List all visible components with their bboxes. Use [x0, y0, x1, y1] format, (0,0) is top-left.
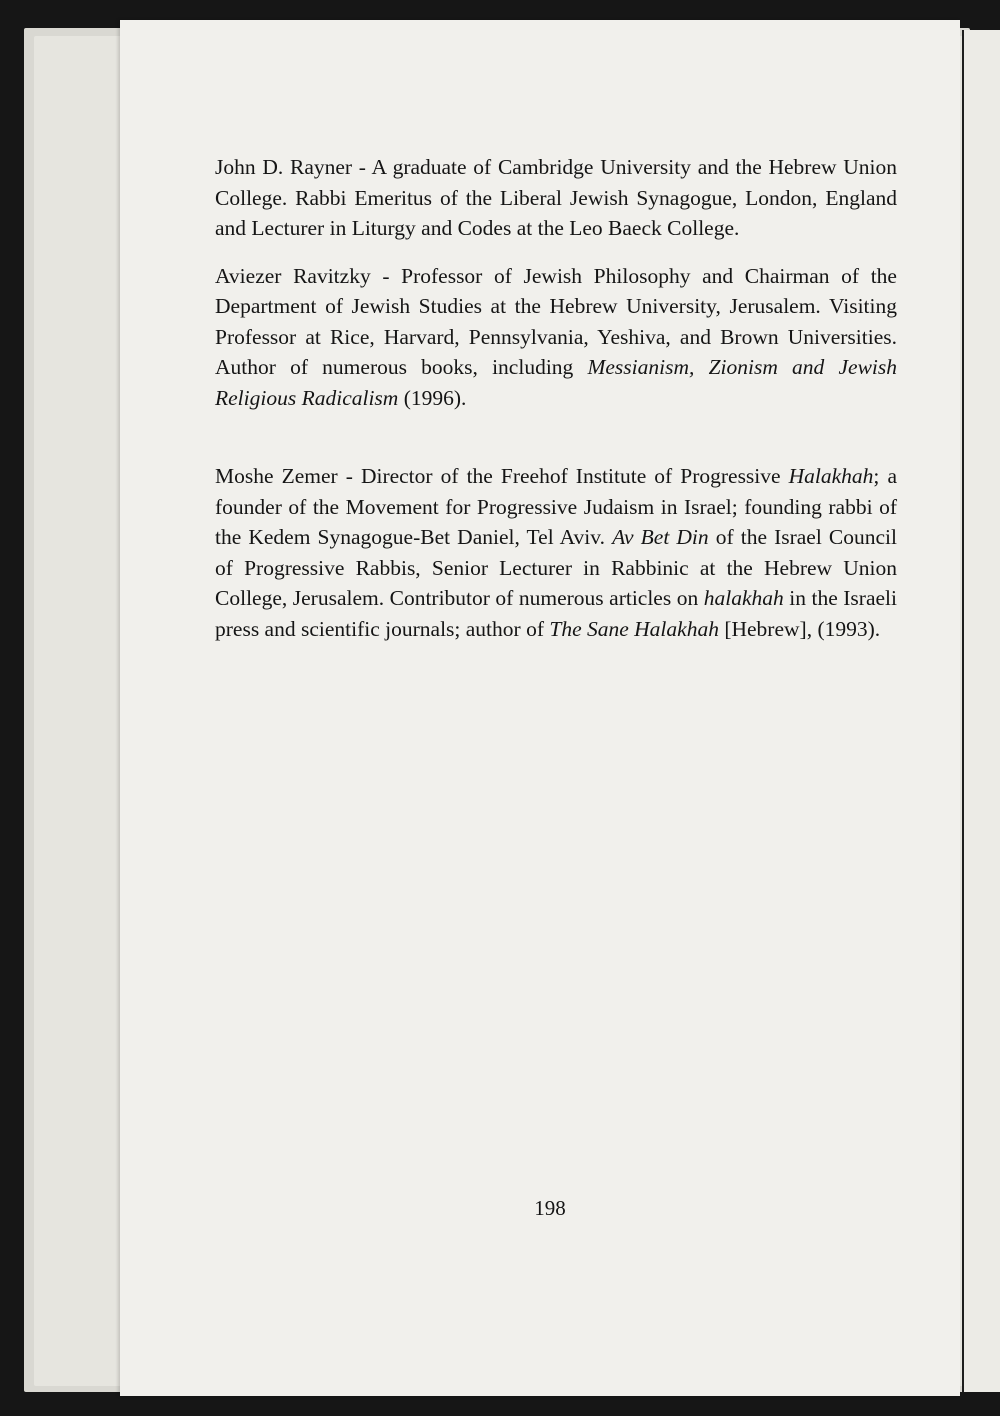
italic-term: halakhah [703, 586, 784, 610]
entry-rayner [215, 152, 897, 244]
page-number: 198 [534, 1196, 566, 1220]
entry-name: Aviezer Ravitzky [215, 263, 371, 288]
book-title: The Sane Halakhah [549, 616, 719, 641]
entry-name: John D. Rayner [215, 155, 353, 179]
entry-description: in the Israeli press and scientific journals; author of [215, 586, 897, 641]
italic-term: Av Bet Din [612, 525, 709, 549]
italic-term: Halakhah [788, 464, 874, 488]
book-title: Messianism, Zionism and Jewish Religious Radicalism [215, 355, 897, 410]
entry-name: Moshe Zemer [215, 464, 338, 488]
entry-ravitzky [215, 261, 897, 414]
entry-description-end: [Hebrew], (1993). [718, 616, 881, 641]
entry-description: - A graduate of Cambridge University and the Hebrew Union College. Rabbi Emeritus of the Liberal Jewish Synagogue, London, England and Lecturer in Liturgy and Codes at the Leo Baeck College. [215, 155, 897, 240]
entry-description-end: (1996). [398, 385, 467, 410]
entry-description: of the Israel Council of Progressive Rabbis, Senior Lecturer in Rabbinic at the Hebrew Union College, Jerusalem. Contributor of numerous articles on [215, 525, 897, 610]
entry-description: ; a founder of the Movement for Progressive Judaism in Israel; founding rabbi of the Kedem Synagogue-Bet Daniel, Tel Aviv. [215, 464, 897, 549]
contributors-text [215, 152, 897, 644]
entry-zemer [215, 461, 897, 644]
facing-page-edge [962, 30, 1000, 1392]
entry-description: - Professor of Jewish Philosophy and Chairman of the Department of Jewish Studies at the Hebrew University, Jerusalem. Visiting Professor at Rice, Harvard, Pennsylvania, Yeshiva, and Brown Universities. Author of numerous books, including [215, 263, 897, 379]
entry-description: - Director of the Freehof Institute of Progressive [337, 464, 789, 488]
